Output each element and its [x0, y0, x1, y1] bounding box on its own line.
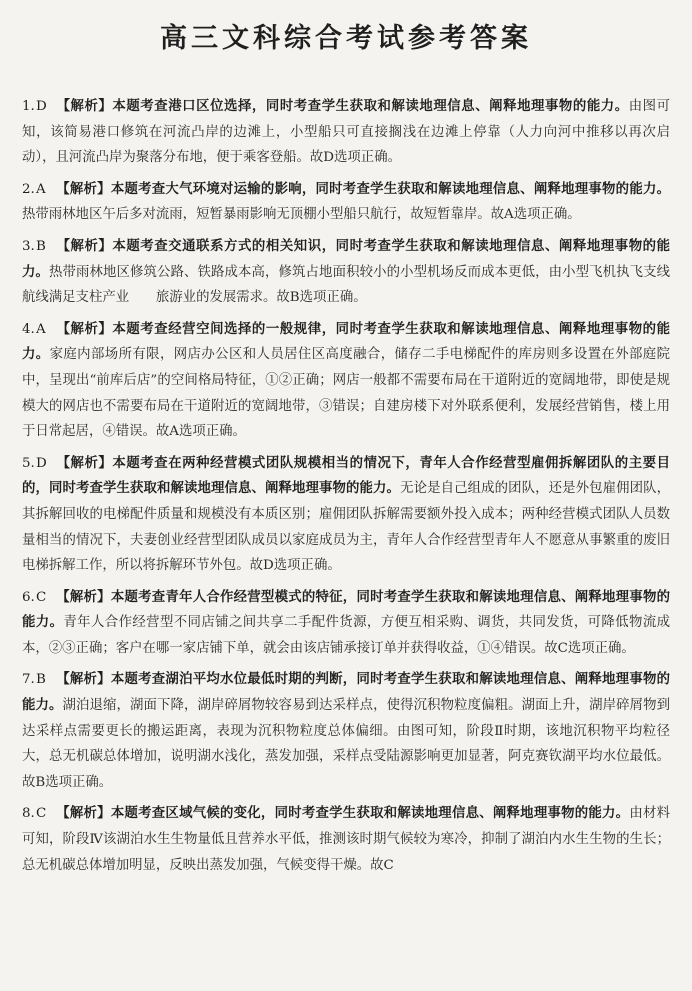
answer-item [22, 234, 670, 311]
analysis-tag: 【解析】 [56, 588, 111, 605]
answer-letter: A [36, 181, 46, 197]
analysis-body: 由材料可知，阶段Ⅳ该湖泊水生生物量低且营养水平低，推测该时期气候较为寒冷，抑制了湖泊内水生生物的生长；总无机碳总体增加明显，反映出蒸发加强，气候变得干燥。故C [22, 806, 671, 873]
answer-letter: C [36, 806, 47, 822]
question-number: 4. [22, 321, 35, 337]
analysis-lead: 本题考查交通联系方式的相关知识，同时考查学生获取和解读地理信息、阐释地理事物的能力。 [22, 237, 671, 280]
answer-item [22, 451, 670, 579]
analysis-tag: 【解析】 [56, 671, 111, 688]
analysis-lead: 本题考查港口区位选择，同时考查学生获取和解读地理信息、阐释地理事物的能力。 [112, 98, 629, 114]
answer-letter: C [36, 589, 47, 605]
answer-letter: D [36, 455, 47, 471]
analysis-body: 热带雨林地区修筑公路、铁路成本高，修筑占地面积较小的小型机场反而成本更低，由小型飞机执飞支线航线满足支柱产业 旅游业的发展需求。故B选项正确。 [22, 264, 671, 306]
answer-item [22, 94, 670, 171]
analysis-lead: 本题考查青年人合作经营型模式的特征，同时考查学生获取和解读地理信息、阐释地理事物的能力。 [22, 588, 671, 631]
analysis-lead: 本题考查经营空间选择的一般规律，同时考查学生获取和解读地理信息、阐释地理事物的能力。 [22, 320, 671, 363]
analysis-body: 青年人合作经营型不同店铺之间共享二手配件货源，方便互相采购、调货，共同发货，可降低物流成本，②③正确；客户在哪一家店铺下单，就会由该店铺承接订单并获得收益，①④错误。故C选项正确。 [22, 615, 670, 656]
analysis-lead: 本题考查湖泊平均水位最低时期的判断，同时考查学生获取和解读地理信息、阐释地理事物的能力。 [22, 671, 671, 714]
analysis-tag: 【解析】 [56, 805, 111, 822]
question-number: 7. [22, 672, 35, 688]
question-number: 6. [22, 589, 35, 605]
analysis-lead: 本题考查区域气候的变化，同时考查学生获取和解读地理信息、阐释地理事物的能力。 [110, 805, 630, 822]
analysis-tag: 【解析】 [56, 180, 111, 197]
question-number: 2. [22, 181, 35, 197]
analysis-lead: 本题考查大气环境对运输的影响，同时考查学生获取和解读地理信息、阐释地理事物的能力。 [110, 180, 671, 197]
analysis-body: 家庭内部场所有限，网店办公区和人员居住区高度融合，储存二手电梯配件的库房则多设置在外部庭院中，呈现出“前库后店”的空间格局特征，①②正确；网店一般都不需要布局在干道附近的宽阔地带，即使是规模大的网店也不需要布局在干道附近的宽阔地带，③错误；自建房楼下对外联系便利，发展经营销售，楼上用于日常起居，④错误。故A选项正确。 [22, 347, 670, 440]
analysis-tag: 【解析】 [56, 98, 113, 114]
answer-item [22, 317, 670, 445]
answer-letter: B [36, 238, 46, 254]
answer-letter: A [36, 321, 46, 337]
answer-letter: B [36, 672, 46, 688]
analysis-tag: 【解析】 [56, 454, 113, 471]
answer-item [22, 667, 670, 795]
analysis-body: 由图可知，该简易港口修筑在河流凸岸的边滩上，小型船只可直接搁浅在边滩上停靠（人力向河中推移以再次启动），且河流凸岸为聚落分布地，便于乘客登船。故D选项正确。 [22, 99, 671, 166]
answer-item [22, 801, 670, 878]
answer-item [22, 585, 670, 662]
analysis-lead: 本题考查在两种经营模式团队规模相当的情况下，青年人合作经营型雇佣拆解团队的主要目的，同时考查学生获取和解读地理信息、阐释地理事物的能力。 [22, 454, 671, 497]
analysis-body: 湖泊退缩，湖面下降，湖岸碎屑物较容易到达采样点，使得沉积物粒度偏粗。湖面上升，湖岸碎屑物到达采样点需要更长的搬运距离，表现为沉积物粒度总体偏细。由图可知，阶段Ⅱ时期，该地沉积物平均粒径大，总无机碳总体增加，说明湖水浅化，蒸发加强，采样点受陆源影响更加显著，阿克赛钦湖平均水位最低。故B选项正确。 [22, 698, 671, 790]
question-number: 8. [22, 806, 35, 822]
answer-item [22, 177, 670, 228]
answer-letter: D [36, 99, 47, 114]
analysis-tag: 【解析】 [56, 237, 113, 254]
answer-list [22, 94, 670, 878]
question-number: 1. [22, 99, 35, 114]
analysis-tag: 【解析】 [56, 320, 113, 337]
page-title: 高三文科综合考试参考答案 [160, 23, 532, 54]
analysis-body: 热带雨林地区午后多对流雨，短暂暴雨影响无顶棚小型船只航行，故短暂靠岸。故A选项正确。 [22, 207, 581, 223]
question-number: 3. [22, 238, 35, 254]
analysis-body: 无论是自己组成的团队，还是外包雇佣团队，其拆解回收的电梯配件质量和规模没有本质区别；雇佣团队拆解需要额外投入成本；两种经营模式团队人员数量相当的情况下，夫妻创业经营型团队成员以家庭成员为主，青年人合作经营型青年人不愿意从事繁重的废旧电梯拆解工作，所以将拆解环节外包。故D选项正确。 [22, 481, 671, 574]
question-number: 5. [22, 455, 35, 471]
